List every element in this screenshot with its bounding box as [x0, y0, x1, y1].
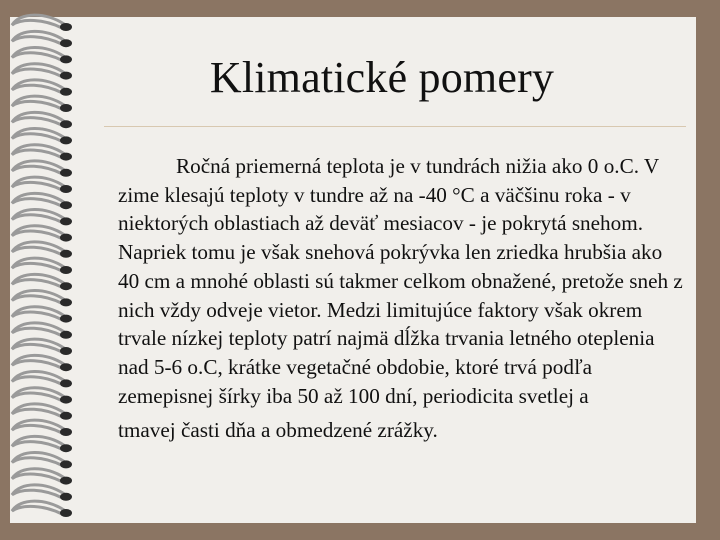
binding-ring [12, 323, 72, 339]
binding-ring [12, 469, 72, 485]
binding-ring [12, 15, 72, 31]
binding-ring [12, 145, 72, 161]
body-paragraph: Ročná priemerná teplota je v tundrách nižia ako 0 o.C. V zime klesajú teploty v tundre až na -40 °C a väčšinu roka - v niektorých oblastiach až deväť mesiacov - je pokrytá snehom. Napriek tomu je však snehová pokrývka len zriedka hrubšia ako 40 cm a mnohé oblasti sú takmer celkom obnažené, pretože sneh z nich vždy odveje vietor. Medzi limitujúce faktory však okrem trvale nízkej teploty patrí najmä dĺžka trvania letného oteplenia nad 5-6 o.C, krátke vegetačné obdobie, ktoré trvá podľa zemepisnej šírky iba 50 až 100 dní, periodicita svetlej a [118, 154, 683, 408]
binding-ring [12, 307, 72, 323]
binding-ring [12, 355, 72, 371]
title-divider [104, 126, 686, 127]
slide-title: Klimatické pomery [209, 53, 555, 102]
binding-ring [12, 31, 72, 47]
slide-body-text [118, 152, 684, 445]
body-paragraph-last-line: tmavej časti dňa a obmedzené zrážky. [118, 418, 438, 443]
binding-ring [12, 485, 72, 501]
binding-ring [12, 258, 72, 274]
binding-ring [12, 501, 72, 517]
binding-ring [12, 274, 72, 290]
binding-ring [12, 372, 72, 388]
binding-ring [12, 129, 72, 145]
binding-ring [12, 453, 72, 469]
binding-ring [12, 291, 72, 307]
binding-ring [12, 210, 72, 226]
binding-ring [12, 161, 72, 177]
binding-ring [12, 226, 72, 242]
binding-ring [12, 112, 72, 128]
binding-ring [12, 388, 72, 404]
binding-ring [12, 420, 72, 436]
binding-ring [12, 242, 72, 258]
binding-ring [12, 404, 72, 420]
binding-ring [12, 193, 72, 209]
binding-ring [12, 177, 72, 193]
binding-ring [12, 436, 72, 452]
binding-ring [12, 339, 72, 355]
